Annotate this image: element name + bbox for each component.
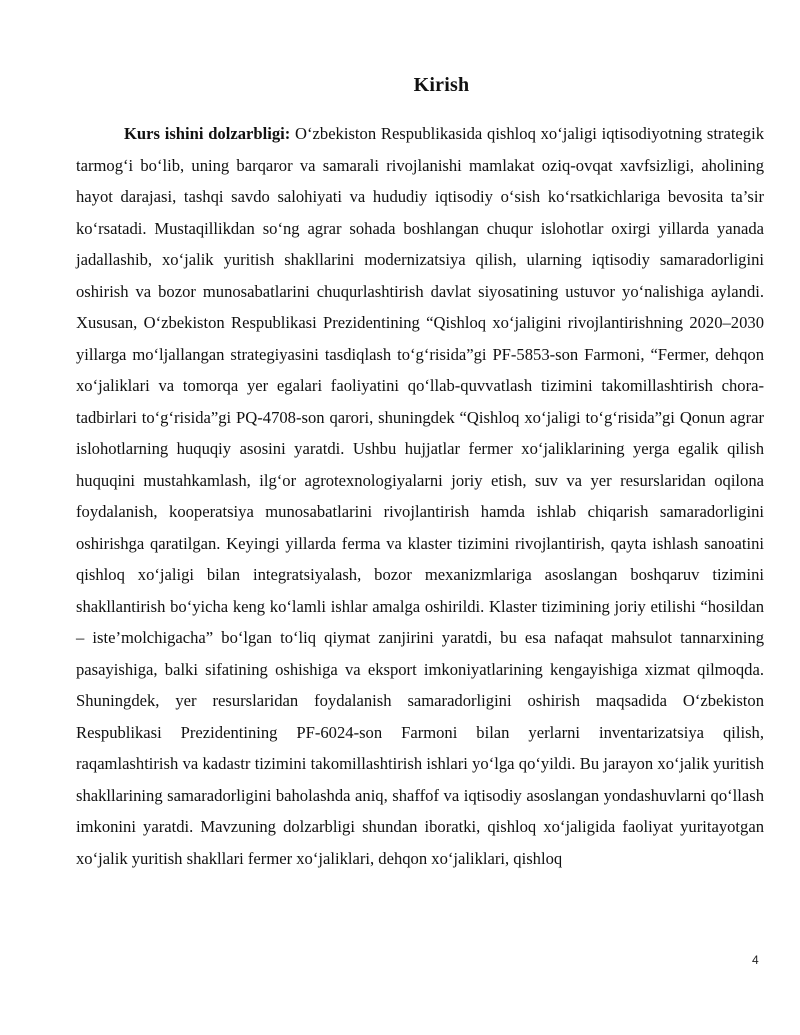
page-number: 4 [752,953,759,967]
paragraph-text: O‘zbekiston Respublikasida qishloq xo‘jaligi iqtisodiyotning strategik tarmog‘i bo‘lib, uning barqaror va samarali rivojlanishi mamlakat oziq-ovqat xavfsizligi, aholining hayot darajasi, tashqi savdo salohiyati va hududiy iqtisodiy o‘sish ko‘rsatkichlariga bevosita ta’sir ko‘rsatadi. Mustaqillikdan so‘ng agrar sohada boshlangan chuqur islohotlar oxirgi yillarda yanada jadallashib, xo‘jalik yuritish shakllarini modernizatsiya qilish, ularning iqtisodiy samaradorligini oshirish va bozor munosabatlarini chuqurlashtirish davlat siyosatining ustuvor yo‘nalishiga aylandi. Xususan, O‘zbekiston Respublikasi Prezidentining “Qishloq xo‘jaligini rivojlantirishning 2020–2030 yillarga mo‘ljallangan strategiyasini tasdiqlash to‘g‘risida”gi PF-5853-son Farmoni, “Fermer, dehqon xo‘jaliklari va tomorqa yer egalari faoliyatini qo‘llab-quvvatlash tizimini takomillashtirish chora-tadbirlari to‘g‘risida”gi PQ-4708-son qarori, shuningdek “Qishloq xo‘jaligi to‘g‘risida”gi Qonun agrar islohotlarning huquqiy asosini yaratdi. Ushbu hujjatlar fermer xo‘jaliklarining yerga egalik qilish huquqini mustahkamlash, ilg‘or agrotexnologiyalarni joriy etish, suv va yer resurslaridan oqilona foydalanish, kooperatsiya munosabatlarini rivojlantirish hamda ishlab chiqarish samaradorligini oshirishga qaratilgan. Keyingi yillarda ferma va klaster tizimini rivojlantirish, qayta ishlash sanoatini qishloq xo‘jaligi bilan integratsiyalash, bozor mexanizmlariga asoslangan boshqaruv tizimini shakllantirish bo‘yicha keng ko‘lamli ishlar amalga oshirildi. Klaster tizimining joriy etilishi “hosildan – iste’molchigacha” bo‘lgan to‘liq qiymat zanjirini yaratdi, bu esa nafaqat mahsulot tannarxining pasayishiga, balki sifatining oshishiga va eksport imkoniyatlarining kengayishiga xizmat qilmoqda. Shuningdek, yer resurslaridan foydalanish samaradorligini oshirish maqsadida O‘zbekiston Respublikasi Prezidentining PF-6024-son Farmoni bilan yerlarni inventarizatsiya qilish, raqamlashtirish va kadastr tizimini takomillashtirish ishlari yo‘lga qo‘yildi. Bu jarayon xo‘jalik yuritish shakllarining samaradorligini baholashda aniq, shaffof va iqtisodiy asoslangan yondashuvlarni qo‘llash imkonini yaratdi. Mavzuning dolzarbligi shundan iboratki, qishloq xo‘jaligida faoliyat yuritayotgan xo‘jalik yuritish shakllari fermer xo‘jaliklari, dehqon xo‘jaliklari, qishloq [76,124,764,868]
paragraph-lead: Kurs ishini dolzarbligi: [124,124,291,143]
page-title: Kirish [413,74,470,96]
body-paragraph [76,118,764,874]
